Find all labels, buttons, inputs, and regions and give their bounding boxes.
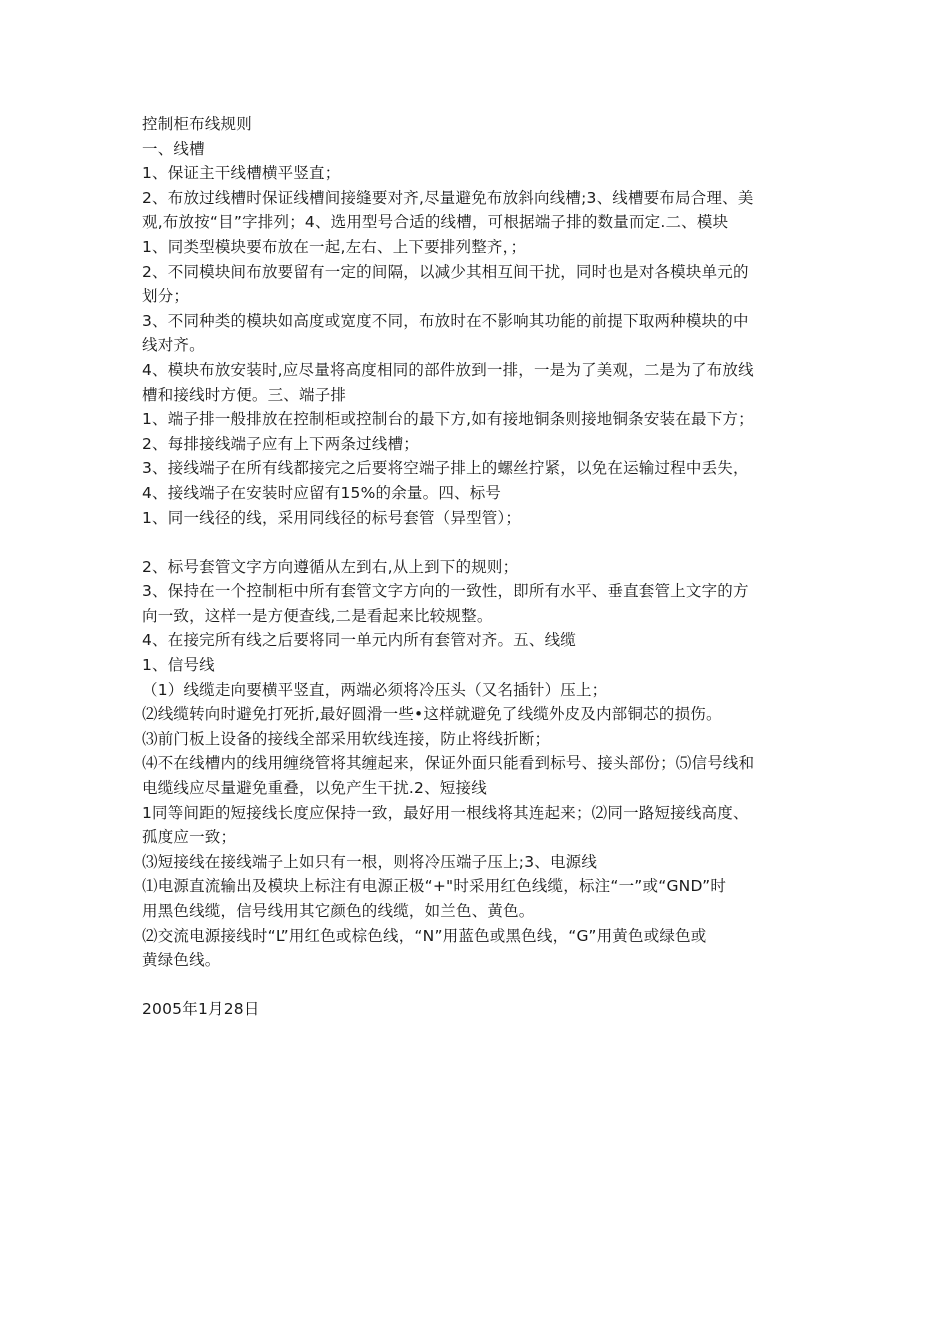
text-line: 2、不同模块间布放要留有一定的间隔，以减少其相互间干扰，同时也是对各模块单元的	[142, 262, 749, 281]
text-line: 2、每排接线端子应有上下两条过线槽；	[142, 434, 419, 453]
text-line: 一、线槽	[142, 139, 205, 158]
text-line: 划分；	[142, 287, 190, 306]
text-line: 线对齐。	[142, 336, 205, 355]
text-line: ⑷不在线槽内的线用缠绕管将其缠起来，保证外面只能看到标号、接头部份；⑸信号线和	[142, 754, 755, 773]
text-line: ⑴电源直流输出及模块上标注有电源正极“+"时采用红色线缆，标注“一”或“GND”时	[142, 877, 727, 896]
text-line: 黄绿色线。	[142, 951, 221, 970]
text-line: 3、保持在一个控制柜中所有套管文字方向的一致性，即所有水平、垂直套管上文字的方	[142, 582, 749, 601]
text-line: 用黑色线缆，信号线用其它颜色的线缆，如兰色、黄色。	[142, 902, 535, 920]
text-line: 3、接线端子在所有线都接完之后要将空端子排上的螺丝拧紧，以免在运输过程中丢失，	[142, 459, 749, 478]
text-line: 1、同一线径的线，采用同线径的标号套管（异型管）；	[142, 508, 522, 527]
text-line: 槽和接线时方便。三、端子排	[142, 385, 347, 404]
text-line: 1、信号线	[142, 656, 215, 675]
text-line: 2、标号套管文字方向遵循从左到右,从上到下的规则；	[142, 557, 519, 576]
document-title: 控制柜布线规则	[142, 115, 252, 133]
document-body	[142, 112, 810, 1022]
text-line: ⑶短接线在接线端子上如只有一根，则将冷压端子压上;3、电源线	[142, 852, 598, 871]
text-line: 3、不同种类的模块如高度或宽度不同，布放时在不影响其功能的前提下取两种模块的中	[142, 311, 749, 330]
text-line: 1、保证主干线槽横平竖直；	[142, 164, 341, 183]
text-line: 4、接线端子在安装时应留有15%的余量。四、标号	[142, 483, 502, 502]
text-line: 电缆线应尽量避免重叠，以免产生干扰.2、短接线	[142, 779, 487, 798]
text-line: ⑵线缆转向时避免打死折,最好圆滑一些•这样就避免了线缆外皮及内部铜芯的损伤。	[142, 705, 722, 724]
text-line: 4、模块布放安装时,应尽量将高度相同的部件放到一排，一是为了美观，二是为了布放线	[142, 360, 754, 379]
text-line: 观,布放按“目”字排列；4、选用型号合适的线槽，可根据端子排的数量而定.二、模块	[142, 213, 729, 232]
text-line: 1、同类型模块要布放在一起,左右、上下要排列整齐，；	[142, 237, 527, 256]
blank-line	[142, 530, 810, 555]
text-line: 1同等间距的短接线长度应保持一致，最好用一根线将其连起来；⑵同一路短接线高度、	[142, 803, 749, 822]
text-line: ⑶前门板上设备的接线全部采用软线连接，防止将线折断；	[142, 729, 551, 748]
text-line: 向一致，这样一是方便查线,二是看起来比较规整。	[142, 606, 493, 625]
text-line: （1）线缆走向要横平竖直，两端必须将冷压头（又名插针）压上；	[142, 680, 608, 699]
text-line: ⑵交流电源接线时“L”用红色或棕色线，“N”用蓝色或黑色线，“G”用黄色或绿色或	[142, 926, 707, 945]
text-line: 1、端子排一般排放在控制柜或控制台的最下方,如有接地铜条则接地铜条安装在最下方；	[142, 410, 754, 429]
document-date: 2005年1月28日	[142, 1000, 260, 1019]
text-line: 孤度应一致；	[142, 828, 237, 847]
text-line: 4、在接完所有线之后要将同一单元内所有套管对齐。五、线缆	[142, 631, 576, 650]
text-line: 2、布放过线槽时保证线槽间接缝要对齐,尽量避免布放斜向线槽;3、线槽要布局合理、美	[142, 188, 754, 207]
